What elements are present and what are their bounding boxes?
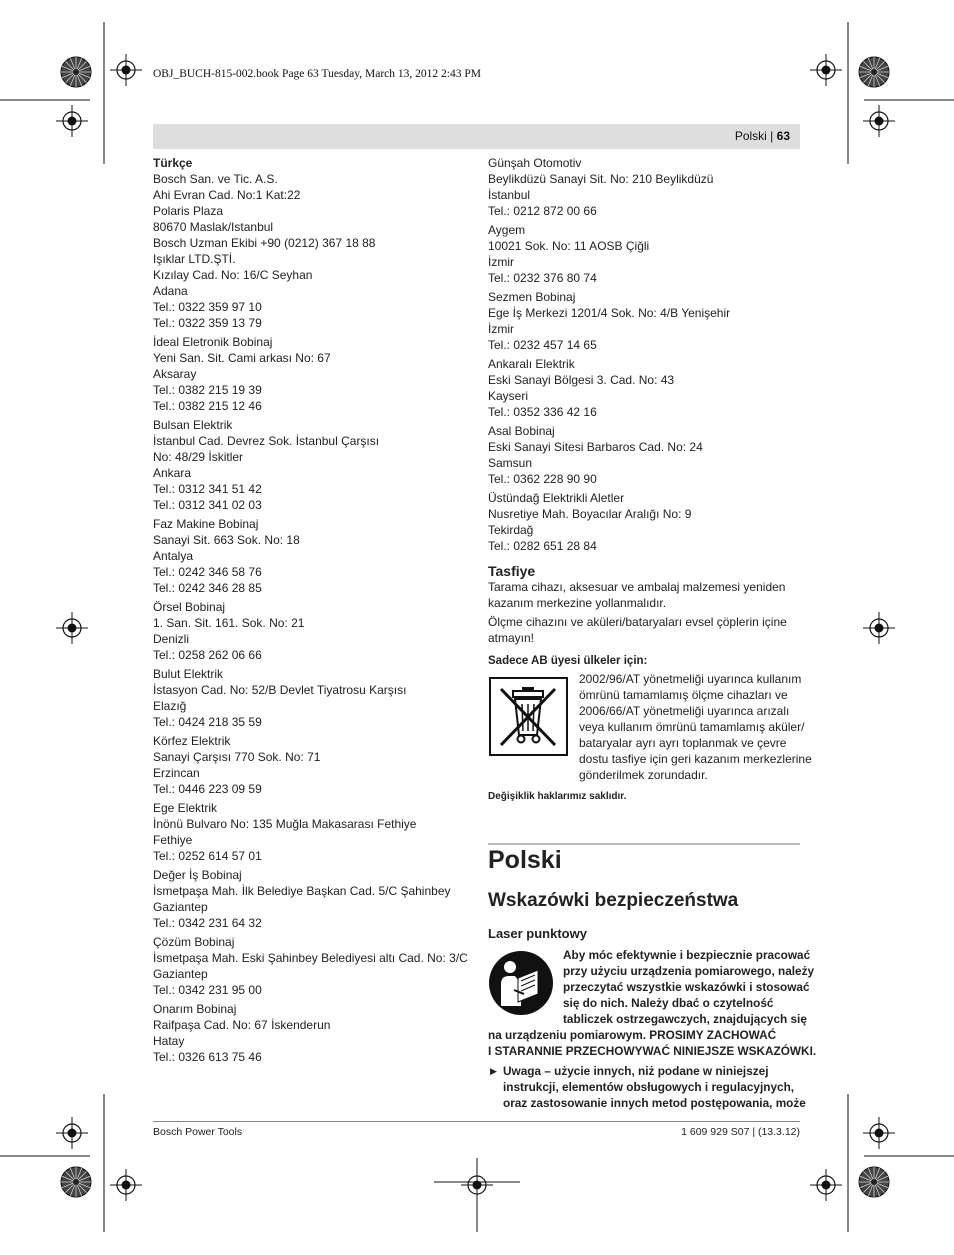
text-line: Aby móc efektywnie i bezpiecznie pracować (563, 948, 811, 962)
eu-disposal-text (579, 671, 812, 783)
eu-heading: Sadece AB üyesi ülkeler için: (488, 655, 648, 667)
address-entry (488, 289, 800, 353)
eu-disposal-block (488, 671, 812, 787)
address-entry (153, 599, 463, 663)
text-line: tabliczek ostrzegawczych, znajdujących się (563, 1012, 807, 1026)
text-line: przeczytać wszystkie wskazówki i stosować (563, 980, 810, 994)
address-line: İzmir (488, 255, 514, 269)
text-line: gönderilmek zorundadır. (579, 768, 708, 782)
laser-subheading: Laser punktowy (488, 926, 587, 941)
text-line: atmayın! (488, 631, 535, 645)
address-line: Tel.: 0212 872 00 66 (488, 204, 597, 218)
weee-crossed-bin-icon (489, 677, 568, 756)
company-name: Ankaralı Elektrik (488, 357, 575, 371)
page-header (153, 124, 800, 149)
address-line: İnönü Bulvaro No: 135 Muğla Makasarası Fethiye (153, 817, 417, 831)
address-line: Ahi Evran Cad. No:1 Kat:22 (153, 188, 301, 202)
address-line: Tel.: 0342 231 95 00 (153, 983, 262, 997)
address-line: Gaziantep (153, 967, 208, 981)
text-line: instrukcji, elementów obsługowych i regulacyjnych, (503, 1080, 795, 1094)
address-line: Ankara (153, 466, 192, 480)
address-line: İstasyon Cad. No: 52/B Devlet Tiyatrosu Karşısı (153, 683, 407, 697)
book-slug: OBJ_BUCH-815-002.book Page 63 Tuesday, March 13, 2012 2:43 PM (153, 68, 481, 80)
company-name: Bulsan Elektrik (153, 418, 233, 432)
address-line: 80670 Maslak/Istanbul (153, 220, 274, 234)
address-entry (153, 171, 463, 331)
address-line: Tel.: 0242 346 58 76 (153, 565, 262, 579)
address-entry (153, 516, 463, 596)
read-manual-icon (488, 950, 554, 1016)
address-line: Tel.: 0382 215 12 46 (153, 399, 262, 413)
text-line: na urządzeniu pomiarowym. PROSIMY ZACHOWAĆ (488, 1028, 777, 1042)
service-address-list (488, 155, 800, 554)
address-line: Tel.: 0312 341 51 42 (153, 482, 262, 496)
text-line: 2006/66/AT yönetmeliği uyarınca arızalı (579, 704, 790, 718)
text-line: bataryalar ayrı ayrı toplanmak ve çevre (579, 736, 787, 750)
address-entry (153, 800, 463, 864)
address-line: Tel.: 0362 228 90 90 (488, 472, 597, 486)
address-entry (153, 934, 468, 998)
service-address-list (153, 171, 468, 1065)
address-line: İzmir (488, 322, 514, 336)
address-line: Tel.: 0424 218 35 59 (153, 715, 262, 729)
address-line: Tel.: 0312 341 02 03 (153, 498, 262, 512)
company-name: Bosch San. ve Tic. A.S. (153, 172, 278, 186)
text-line: Tarama cihazı, aksesuar ve ambalaj malzemesi yeniden (488, 580, 786, 594)
address-line: Raifpaşa Cad. No: 67 İskenderun (153, 1018, 331, 1032)
address-line: 1. San. Sit. 161. Sok. No: 21 (153, 616, 305, 630)
address-entry (153, 334, 463, 414)
address-line: Ege İş Merkezi 1201/4 Sok. No: 4/B Yenişehir (488, 306, 731, 320)
company-name: Bulut Elektrik (153, 667, 224, 681)
right-column (488, 155, 812, 805)
address-line: Beylikdüzü Sanayi Sit. No: 210 Beylikdüzü (488, 172, 714, 186)
address-entry (488, 222, 800, 286)
text-line: veya kullanım ömrünü tamamlamış aküler/ (579, 720, 805, 734)
address-line: No: 48/29 İskitler (153, 450, 244, 464)
rights-reserved: Değişiklik haklarımız saklıdır. (488, 791, 627, 802)
address-line: Bosch Uzman Ekibi +90 (0212) 367 18 88 (153, 236, 376, 250)
safety-intro-full (488, 1027, 817, 1059)
safety-bullet (488, 1063, 806, 1111)
address-line: Tel.: 0252 614 57 01 (153, 849, 262, 863)
address-line: Tel.: 0242 346 28 85 (153, 581, 262, 595)
company-name: Sezmen Bobinaj (488, 290, 576, 304)
address-line: İsmetpaşa Mah. İlk Belediye Başkan Cad. 5/C Şahinbey (153, 884, 451, 898)
address-line: Kayseri (488, 389, 529, 403)
address-line: 10021 Sok. No: 11 AOSB Çiğli (488, 239, 650, 253)
company-name: Faz Makine Bobinaj (153, 517, 259, 531)
header-separator: | (766, 129, 777, 143)
address-line: Tel.: 0382 215 19 39 (153, 383, 262, 397)
address-line: Tel.: 0258 262 06 66 (153, 648, 262, 662)
address-line: Denizli (153, 632, 190, 646)
address-line: Fethiye (153, 833, 193, 847)
address-line: İsmetpaşa Mah. Eski Şahinbey Belediyesi altı Cad. No: 3/C (153, 951, 468, 965)
polski-title: Polski (488, 846, 562, 874)
address-line: Polaris Plaza (153, 204, 224, 218)
text-line: I STARANNIE PRZECHOWYWAĆ NINIEJSZE WSKAZÓWKI. (488, 1044, 817, 1058)
company-name: Ege Elektrik (153, 801, 218, 815)
address-line: Tekirdağ (488, 523, 534, 537)
footer-right: 1 609 929 S07 | (13.3.12) (681, 1126, 800, 1138)
address-entry (153, 733, 463, 797)
address-line: Kızılay Cad. No: 16/C Seyhan (153, 268, 313, 282)
address-line: Yeni San. Sit. Cami arkası No: 67 (153, 351, 331, 365)
address-line: Tel.: 0232 457 14 65 (488, 338, 597, 352)
address-line: Samsun (488, 456, 533, 470)
header-language: Polski (734, 129, 767, 143)
safety-section-title: Wskazówki bezpieczeństwa (488, 890, 739, 911)
address-line: Gaziantep (153, 900, 208, 914)
address-line: Tel.: 0232 376 80 74 (488, 271, 597, 285)
text-line: przy użyciu urządzenia pomiarowego, należy (563, 964, 815, 978)
text-line: się do nich. Należy dbać o czytelność (563, 996, 774, 1010)
address-line: Erzincan (153, 766, 200, 780)
company-name: Değer İş Bobinaj (153, 868, 242, 882)
text-line: Uwaga – użycie innych, niż podane w niniejszej (503, 1064, 769, 1078)
footer-left: Bosch Power Tools (153, 1126, 243, 1138)
address-line: Eski Sanayi Bölgesi 3. Cad. No: 43 (488, 373, 675, 387)
company-name: Asal Bobinaj (488, 424, 555, 438)
address-entry (488, 356, 800, 420)
address-line: Eski Sanayi Sitesi Barbaros Cad. No: 24 (488, 440, 703, 454)
address-entry (153, 666, 463, 730)
address-line: Elazığ (153, 699, 187, 713)
address-line: Işıklar LTD.ŞTİ. (153, 252, 236, 266)
company-name: Çözüm Bobinaj (153, 935, 235, 949)
address-line: Sanayi Sit. 663 Sok. No: 18 (153, 533, 300, 547)
address-line: İstanbul Cad. Devrez Sok. İstanbul Çarşısı (153, 434, 380, 448)
address-line: Sanayi Çarşısı 770 Sok. No: 71 (153, 750, 321, 764)
address-entry (488, 490, 800, 554)
text-line: dostu tasfiye için geri kazanım merkezlerine (579, 752, 812, 766)
company-name: Günşah Otomotiv (488, 156, 582, 170)
company-name: Örsel Bobinaj (153, 600, 226, 614)
address-line: Antalya (153, 549, 194, 563)
page-number: 63 (776, 129, 790, 143)
tasfiye-para-1 (488, 579, 800, 611)
address-line: İstanbul (488, 188, 531, 202)
address-line: Tel.: 0322 359 13 79 (153, 316, 262, 330)
footer-divider (153, 1121, 800, 1122)
address-entry (153, 417, 463, 513)
tasfiye-para-2 (488, 614, 800, 646)
address-line: Tel.: 0282 651 28 84 (488, 539, 597, 553)
text-line: kazanım merkezine yollanmalıdır. (488, 596, 667, 610)
text-line: oraz zastosowanie innych metod postępowania, może (503, 1096, 806, 1110)
company-name: Üstündağ Elektrikli Aletler (488, 491, 625, 505)
tasfiye-heading: Tasfiye (488, 563, 536, 579)
text-line: ömrünü tamamlamış ölçme cihazları ve (579, 688, 788, 702)
address-entry (153, 867, 463, 931)
address-line: Hatay (153, 1034, 185, 1048)
company-name: Körfez Elektrik (153, 734, 231, 748)
header-label (735, 129, 790, 143)
company-name: Onarım Bobinaj (153, 1002, 237, 1016)
address-line: Tel.: 0342 231 64 32 (153, 916, 262, 930)
address-entry (153, 1001, 463, 1065)
address-line: Tel.: 0446 223 09 59 (153, 782, 262, 796)
text-line: Ölçme cihazını ve aküleri/bataryaları evsel çöplerin içine (488, 615, 787, 629)
address-line: Nusretiye Mah. Boyacılar Aralığı No: 9 (488, 507, 692, 521)
address-line: Adana (153, 284, 188, 298)
text-line: 2002/96/AT yönetmeliği uyarınca kullanım (579, 672, 802, 686)
address-line: Tel.: 0352 336 42 16 (488, 405, 597, 419)
safety-intro (563, 947, 815, 1027)
address-entry (488, 155, 800, 219)
bullet-marker-icon: ▶ (490, 1066, 497, 1076)
language-heading: Türkçe (153, 156, 193, 170)
address-line: Tel.: 0322 359 97 10 (153, 300, 262, 314)
left-column (153, 155, 468, 1068)
address-line: Aksaray (153, 367, 197, 381)
company-name: Aygem (488, 223, 526, 237)
company-name: İdeal Eletronik Bobinaj (153, 335, 273, 349)
address-line: Tel.: 0326 613 75 46 (153, 1050, 262, 1064)
address-entry (488, 423, 800, 487)
